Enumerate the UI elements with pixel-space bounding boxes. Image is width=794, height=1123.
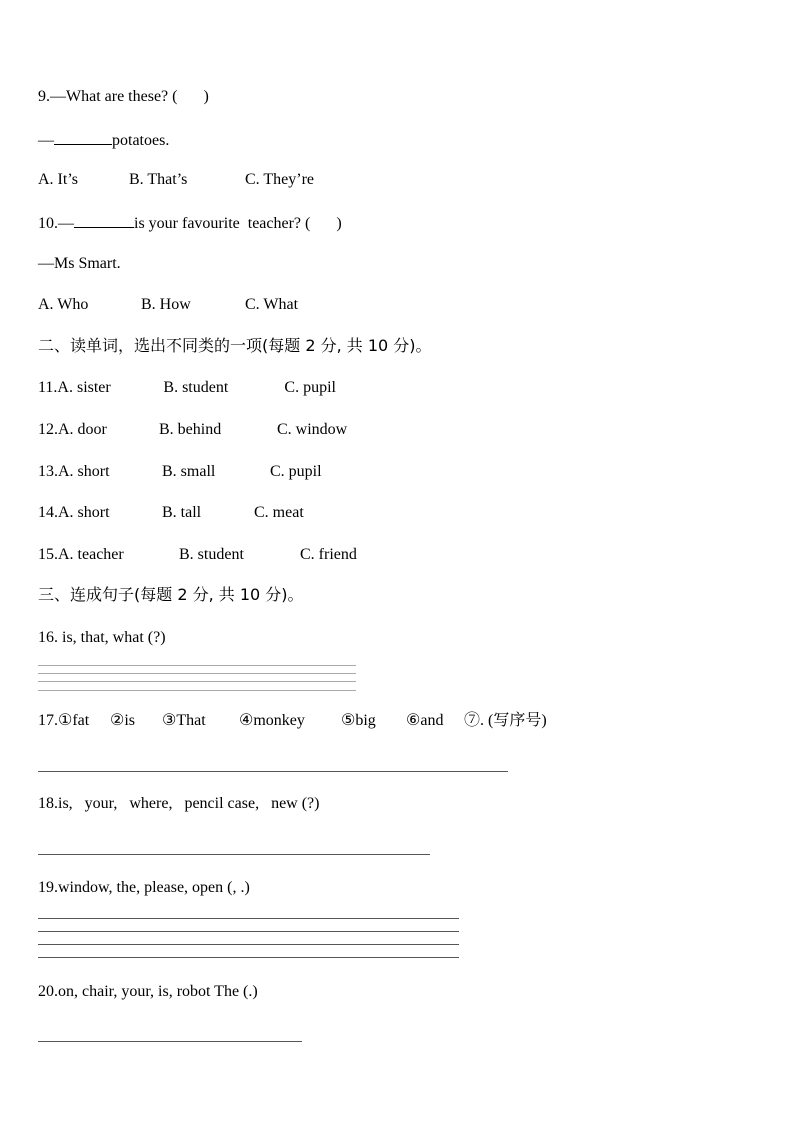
- q10-stem: [38, 212, 342, 234]
- q13-option-c[interactable]: C. pupil: [270, 463, 322, 480]
- q9-stem: [38, 87, 209, 107]
- q12-row: [38, 420, 347, 440]
- q12-num: 12.: [38, 421, 58, 438]
- q18-prompt: 18.is, your, where, pencil case, new (?): [38, 795, 320, 812]
- q11-option-a[interactable]: A. sister: [57, 379, 111, 396]
- q14-option-b[interactable]: B. tall: [162, 504, 202, 521]
- q10-options: [38, 295, 298, 315]
- q14-option-c[interactable]: C. meat: [254, 504, 304, 521]
- q17-prompt: [38, 711, 547, 731]
- q17-word-7: ⑦.: [464, 712, 485, 729]
- q15-row: [38, 545, 357, 565]
- q17-note: (写序号): [488, 712, 547, 729]
- q17-word-2: ②is: [110, 712, 136, 729]
- q17-word-3: ③That: [162, 712, 206, 729]
- q10-option-c[interactable]: C. What: [245, 296, 299, 313]
- q11-option-b[interactable]: B. student: [163, 379, 229, 396]
- q15-option-c[interactable]: C. friend: [300, 546, 357, 563]
- q17-word-5: ⑤big: [341, 712, 376, 729]
- q9-stem-text: 9.—What are these? (: [38, 88, 178, 105]
- q14-row: [38, 503, 304, 523]
- q16-writing-line-4[interactable]: [38, 690, 356, 691]
- q16-writing-line-2[interactable]: [38, 673, 356, 674]
- q19-prompt: 19.window, the, please, open (, .): [38, 879, 250, 896]
- q17-word-6: ⑥and: [406, 712, 444, 729]
- q18-answer-line[interactable]: [38, 854, 430, 855]
- q11-num: 11.: [38, 379, 58, 396]
- q12-option-a[interactable]: A. door: [58, 421, 107, 438]
- q17-word-4: ④monkey: [239, 712, 305, 729]
- q16-writing-line-1[interactable]: [38, 665, 356, 666]
- q9-dash: —: [38, 132, 54, 149]
- q16-writing-line-3[interactable]: [38, 681, 356, 682]
- q17-word-1: ①fat: [58, 712, 90, 729]
- q9-answer-rest: potatoes.: [112, 132, 170, 149]
- q13-option-b[interactable]: B. small: [162, 463, 216, 480]
- q9-options: [38, 170, 314, 190]
- q16-prompt: 16. is, that, what (?): [38, 629, 166, 646]
- section2-title: 二、读单词，选出不同类的一项(每题 2 分, 共 10 分)。: [38, 336, 432, 355]
- q15-option-a[interactable]: A. teacher: [58, 546, 124, 563]
- q19-writing-line-3[interactable]: [38, 944, 459, 945]
- q20-prompt: 20.on, chair, your, is, robot The (.): [38, 983, 258, 1000]
- q11-row: [38, 378, 336, 398]
- q17-num: 17.: [38, 712, 58, 729]
- q9-close: ): [203, 88, 209, 105]
- q9-option-c[interactable]: C. They’re: [245, 171, 315, 188]
- q15-num: 15.: [38, 546, 58, 563]
- q19-writing-line-2[interactable]: [38, 931, 459, 932]
- q10-close: ): [336, 215, 342, 232]
- q13-num: 13.: [38, 463, 58, 480]
- q12-option-c[interactable]: C. window: [277, 421, 348, 438]
- q19-writing-line-1[interactable]: [38, 918, 459, 919]
- q19-writing-line-4[interactable]: [38, 957, 459, 958]
- q13-option-a[interactable]: A. short: [58, 463, 110, 480]
- q10-blank[interactable]: [74, 212, 134, 228]
- q20-answer-line[interactable]: [38, 1041, 302, 1042]
- q10-answer: —Ms Smart.: [38, 255, 121, 272]
- q10-num: 10.—: [38, 215, 74, 232]
- q17-answer-line[interactable]: [38, 771, 508, 772]
- q9-option-b[interactable]: B. That’s: [129, 171, 188, 188]
- q9-option-a[interactable]: A. It’s: [38, 171, 78, 188]
- q15-option-b[interactable]: B. student: [179, 546, 244, 563]
- q13-row: [38, 462, 322, 482]
- q9-answer-line: [38, 129, 169, 151]
- q10-option-a[interactable]: A. Who: [38, 296, 89, 313]
- q14-num: 14.: [38, 504, 58, 521]
- q9-blank[interactable]: [54, 129, 112, 145]
- section3-title: 三、连成句子(每题 2 分, 共 10 分)。: [38, 585, 304, 604]
- q12-option-b[interactable]: B. behind: [159, 421, 222, 438]
- q11-option-c[interactable]: C. pupil: [284, 379, 336, 396]
- q14-option-a[interactable]: A. short: [58, 504, 110, 521]
- q10-stem-text: is your favourite teacher? (: [134, 215, 311, 232]
- q10-option-b[interactable]: B. How: [141, 296, 191, 313]
